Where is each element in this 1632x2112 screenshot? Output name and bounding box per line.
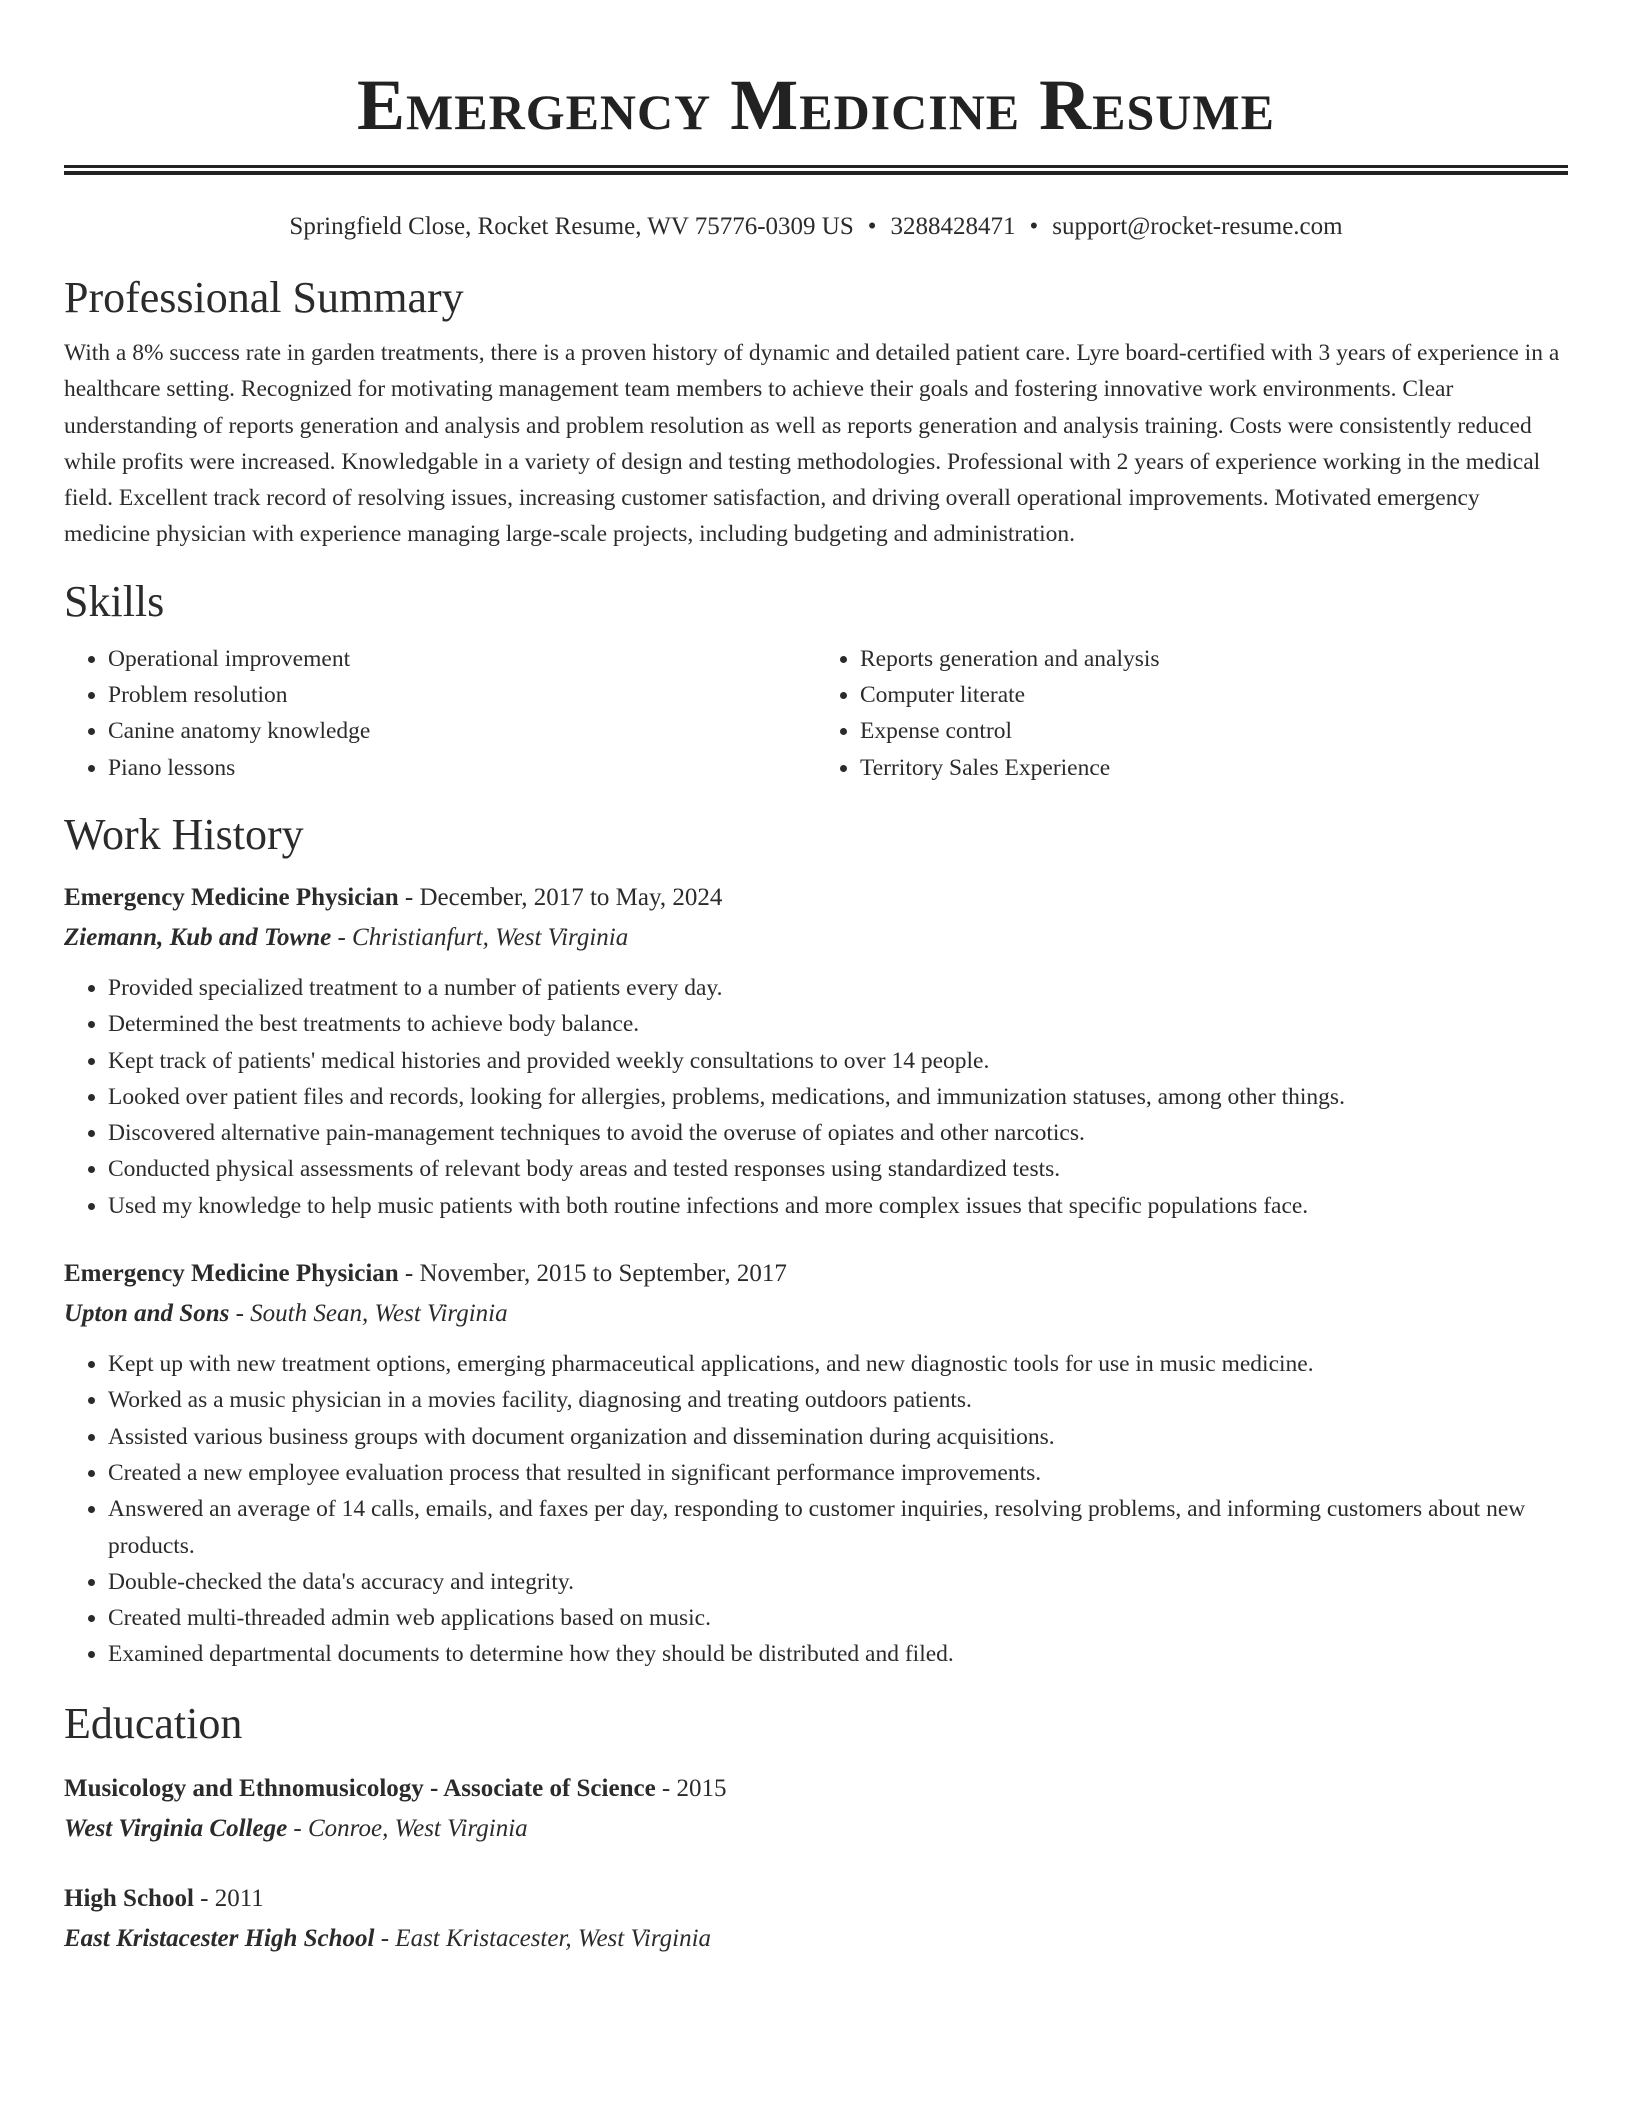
contact-separator: •: [1029, 213, 1039, 240]
skills-list: [64, 641, 1568, 786]
list-item: • Looked over patient files and records, looking for allergies, problems, medications, and immunization statuses, among other things.: [108, 1079, 1568, 1115]
skill-item: • Expense control: [860, 713, 1568, 749]
job-company: Ziemann, Kub and Towne: [64, 923, 332, 951]
job-dates: - December, 2017 to May, 2024: [398, 883, 723, 911]
education-entry: [64, 1879, 1568, 1959]
education-entry: [64, 1769, 1568, 1849]
education-degree-line: [64, 1769, 1568, 1809]
list-item: • Discovered alternative pain-management techniques to avoid the overuse of opiates and other narcotics.: [108, 1115, 1568, 1151]
list-item: • Provided specialized treatment to a number of patients every day.: [108, 970, 1568, 1006]
job-bullets: [64, 1346, 1568, 1673]
job-entry: [64, 1254, 1568, 1673]
job-company-line: [64, 1294, 1568, 1334]
education-school: East Kristacester High School: [64, 1924, 375, 1952]
work-history-heading: Work History: [64, 809, 304, 859]
education-location: - East Kristacester, West Virginia: [374, 1924, 712, 1952]
job-dates: - November, 2015 to September, 2017: [398, 1260, 787, 1288]
summary-heading: Professional Summary: [64, 273, 464, 322]
job-location: - Christianfurt, West Virginia: [331, 923, 629, 951]
list-item: • Kept track of patients' medical histories and provided weekly consultations to over 14 people.: [108, 1043, 1568, 1079]
list-item: • Worked as a music physician in a movies facility, diagnosing and treating outdoors patients.: [108, 1382, 1568, 1418]
contact-address: Springfield Close, Rocket Resume, WV 75776-0309 US: [289, 213, 854, 240]
contact-email: support@rocket-resume.com: [1052, 213, 1343, 240]
job-entry: [64, 878, 1568, 1224]
list-item: • Determined the best treatments to achieve body balance.: [108, 1006, 1568, 1042]
list-item: • Examined departmental documents to determine how they should be distributed and filed.: [108, 1636, 1568, 1672]
skill-item: • Canine anatomy knowledge: [108, 713, 816, 749]
contact-line: [64, 211, 1568, 243]
job-title: Emergency Medicine Physician: [64, 883, 399, 911]
list-item: • Answered an average of 14 calls, emails, and faxes per day, responding to customer inquiries, resolving problems, and informing customers about new products.: [108, 1491, 1568, 1564]
page-title: Emergency Medicine Resume: [357, 65, 1275, 145]
list-item: • Used my knowledge to help music patients with both routine infections and more complex issues that specific populations face.: [108, 1188, 1568, 1224]
list-item: • Kept up with new treatment options, emerging pharmaceutical applications, and new diagnostic tools for use in music medicine.: [108, 1346, 1568, 1382]
job-bullets: [64, 970, 1568, 1224]
education-school: West Virginia College: [64, 1814, 288, 1842]
education-degree-line: [64, 1879, 1568, 1919]
education-year: - 2011: [193, 1884, 264, 1912]
skill-item: • Reports generation and analysis: [860, 641, 1568, 677]
skill-item: • Territory Sales Experience: [860, 750, 1568, 786]
list-item: • Double-checked the data's accuracy and integrity.: [108, 1564, 1568, 1600]
job-company: Upton and Sons: [64, 1300, 230, 1328]
education-year: - 2015: [655, 1774, 727, 1802]
list-item: • Created a new employee evaluation process that resulted in significant performance improvements.: [108, 1455, 1568, 1491]
skill-item: • Problem resolution: [108, 677, 816, 713]
education-school-line: [64, 1809, 1568, 1849]
education-location: - Conroe, West Virginia: [287, 1814, 528, 1842]
education-degree: Musicology and Ethnomusicology - Associate of Science: [64, 1774, 656, 1802]
education-heading: Education: [64, 1698, 243, 1748]
job-title-line: [64, 878, 1568, 918]
skill-item: • Piano lessons: [108, 750, 816, 786]
list-item: • Created multi-threaded admin web applications based on music.: [108, 1600, 1568, 1636]
contact-phone: 3288428471: [890, 213, 1016, 240]
contact-separator: •: [867, 213, 877, 240]
job-title-line: [64, 1254, 1568, 1294]
skill-item: • Computer literate: [860, 677, 1568, 713]
job-location: - South Sean, West Virginia: [229, 1300, 508, 1328]
list-item: • Conducted physical assessments of relevant body areas and tested responses using standardized tests.: [108, 1151, 1568, 1187]
job-title: Emergency Medicine Physician: [64, 1260, 399, 1288]
list-item: • Assisted various business groups with document organization and dissemination during acquisitions.: [108, 1419, 1568, 1455]
job-company-line: [64, 918, 1568, 958]
skill-item: • Operational improvement: [108, 641, 816, 677]
skills-heading: Skills: [64, 576, 165, 626]
title-divider: [64, 165, 1568, 175]
summary-text: With a 8% success rate in garden treatments, there is a proven history of dynamic and detailed patient care. Lyre board-certified with 3 years of experience in a healthcare setting. Recognized for motivating management team members to achieve their goals and fostering innovative work environments. Clear understanding of reports generation and analysis and problem resolution as well as reports generation and analysis training. Costs were consistently reduced while profits were increased. Knowledgable in a variety of design and testing methodologies. Professional with 2 years of experience working in the medical field. Excellent track record of resolving issues, increasing customer satisfaction, and driving overall operational improvements. Motivated emergency medicine physician with experience managing large-scale projects, including budgeting and administration.: [64, 340, 1560, 548]
education-degree: High School: [64, 1884, 194, 1912]
skills-column-right: [816, 641, 1568, 786]
education-school-line: [64, 1919, 1568, 1959]
skills-column-left: [64, 641, 816, 786]
